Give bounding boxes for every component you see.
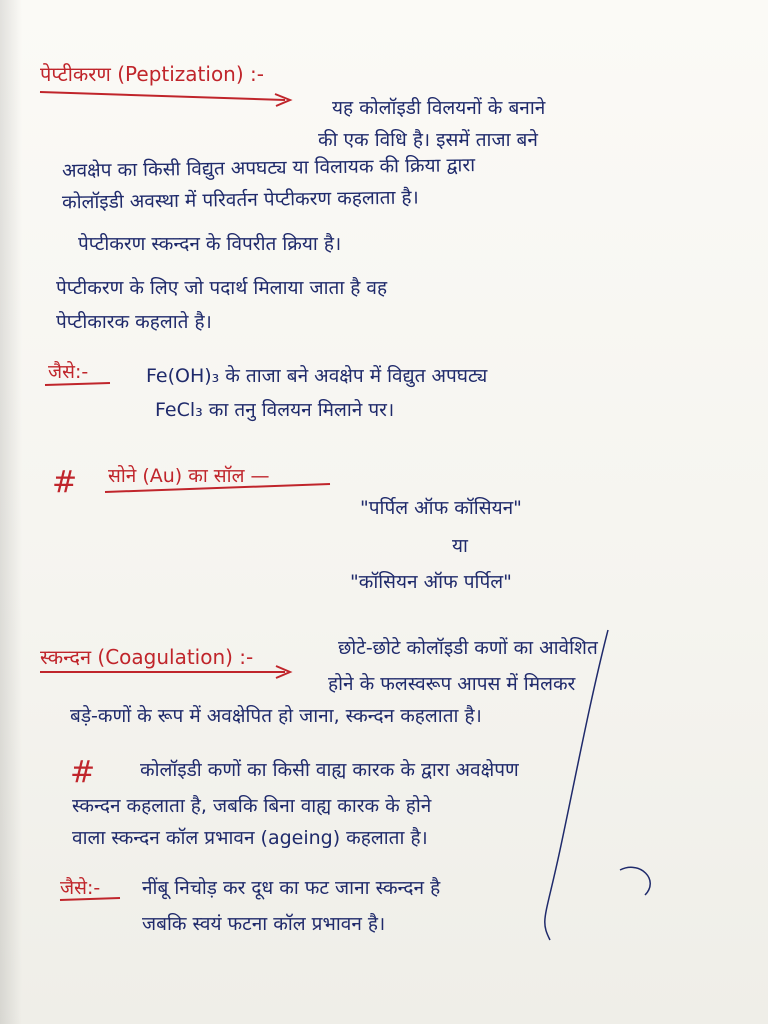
peptizing-agent-line-2: पेप्टीकारक कहलाते है। (56, 311, 212, 333)
peptization-def-line-4: कोलॉइडी अवस्था में परिवर्तन पेप्टीकरण कहलाता है। (61, 186, 419, 214)
peptization-def-line-1: यह कोलॉइडी विलयनों के बनाने (332, 97, 546, 119)
pen-curl (620, 867, 650, 895)
coagulation-example-line-2: जबकि स्वयं फटना कॉल प्रभावन है। (142, 913, 386, 935)
coagulation-example-label: जैसे:- (60, 877, 101, 899)
coagulation-note-hash: # (70, 755, 96, 790)
coagulation-def-line-2: होने के फलस्वरूप आपस में मिलकर (328, 673, 576, 695)
gold-sol-or: या (452, 535, 468, 557)
peptization-def-line-3: अवक्षेप का किसी विद्युत अपघट्य या विलायक की क्रिया द्वारा (61, 154, 476, 182)
peptization-example-label: जैसे:- (48, 361, 89, 383)
coagulation-heading: स्कन्दन (Coagulation) :- (40, 645, 254, 669)
gold-sol-hash: # (52, 465, 78, 500)
coagulation-def-line-3: बड़े-कणों के रूप में अवक्षेपित हो जाना, स्कन्दन कहलाता है। (70, 705, 482, 727)
peptization-arrow-icon (40, 92, 285, 100)
peptization-example-line-2: FeCl₃ का तनु विलयन मिलाने पर। (155, 399, 395, 421)
coagulation-def-line-1: छोटे-छोटे कोलॉइडी कणों का आवेशित (338, 637, 598, 659)
peptization-def-line-2: की एक विधि है। इसमें ताजा बने (318, 129, 538, 151)
gold-sol-heading: सोने (Au) का सॉल — (108, 465, 270, 487)
coagulation-note-line-3: वाला स्कन्दन कॉल प्रभावन (ageing) कहलाता है। (72, 827, 428, 849)
peptization-example-line-1: Fe(OH)₃ के ताजा बने अवक्षेप में विद्युत अपघट्य (146, 365, 488, 387)
peptizing-agent-line-1: पेप्टीकरण के लिए जो पदार्थ मिलाया जाता है वह (56, 277, 388, 299)
gold-sol-name-2: "कॉसियन ऑफ पर्पिल" (350, 571, 512, 593)
coagulation-note-line-1: कोलॉइडी कणों का किसी वाह्य कारक के द्वारा अवक्षेपण (140, 759, 519, 781)
gold-sol-name-1: "पर्पिल ऑफ कॉसियन" (360, 497, 522, 519)
coagulation-note-line-2: स्कन्दन कहलाता है, जबकि बिना वाह्य कारक के होने (72, 795, 432, 817)
peptization-heading: पेप्टीकरण (Peptization) :- (40, 62, 264, 86)
peptization-opposite: पेप्टीकरण स्कन्दन के विपरीत क्रिया है। (78, 233, 342, 255)
coagulation-example-line-1: नींबू निचोड़ कर दूध का फट जाना स्कन्दन है (142, 877, 441, 899)
